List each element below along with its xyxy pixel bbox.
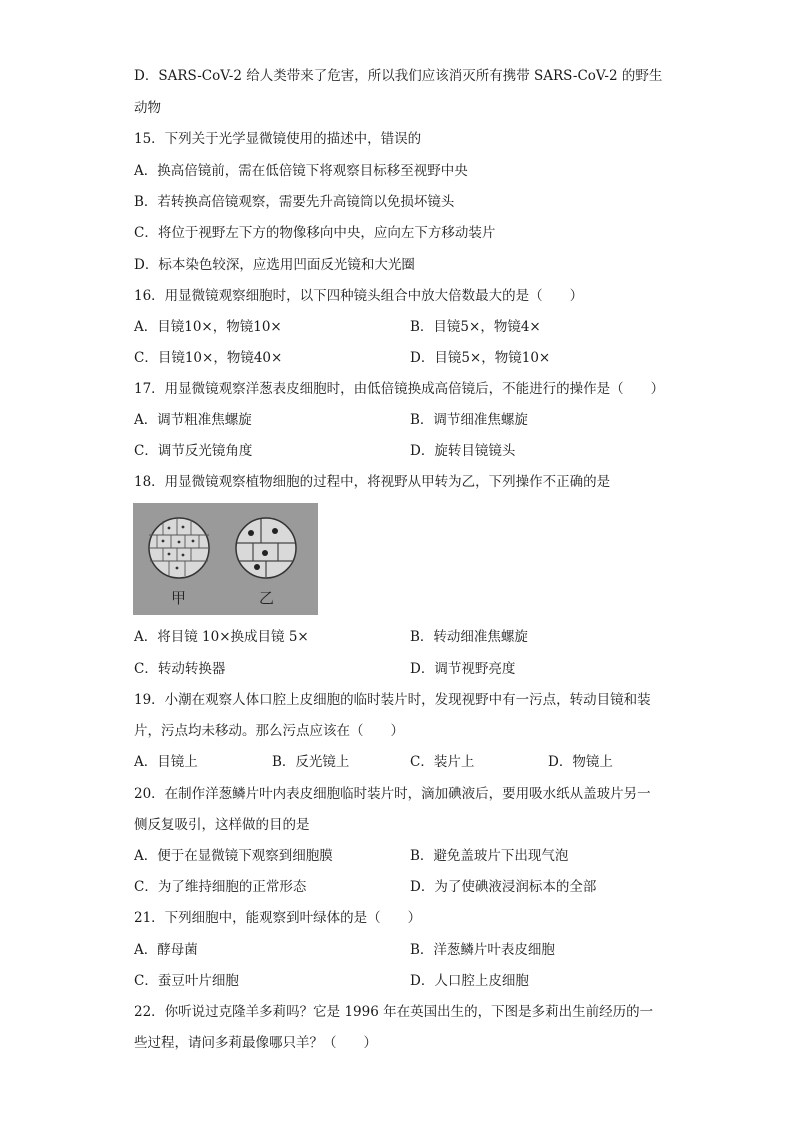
q18-option-a: A．将目镜 10×换成目镜 5× [134, 629, 309, 645]
question-20-continuation: 侧反复吸引，这样做的目的是 [134, 817, 310, 833]
question-15: 15．下列关于光学显微镜使用的描述中，错误的 [134, 131, 422, 147]
q17-option-b: B．调节细准焦螺旋 [410, 412, 528, 428]
q20-option-c: C．为了维持细胞的正常形态 [134, 879, 307, 895]
q16-option-b: B．目镜5×，物镜4× [410, 319, 541, 335]
q15-option-d: D．标本染色较深，应选用凹面反光镜和大光圈 [134, 257, 415, 273]
question-20: 20．在制作洋葱鳞片叶内表皮细胞临时装片时，滴加碘液后，要用吸水纸从盖玻片另一 [134, 786, 651, 802]
q16-option-d: D．目镜5×，物镜10× [410, 350, 551, 366]
q18-option-b: B．转动细准焦螺旋 [410, 629, 528, 645]
question-19-continuation: 片，污点均未移动。那么污点应该在（ ） [134, 723, 404, 739]
q19-option-b: B．反光镜上 [272, 754, 350, 770]
q20-option-d: D．为了使碘液浸润标本的全部 [410, 879, 597, 895]
q20-option-a: A．便于在显微镜下观察到细胞膜 [134, 848, 333, 864]
q21-option-c: C．蚕豆叶片细胞 [134, 973, 239, 989]
q15-option-a: A．换高倍镜前，需在低倍镜下将观察目标移至视野中央 [134, 163, 468, 179]
field-yi-label: 乙 [259, 589, 275, 607]
q21-option-d: D．人口腔上皮细胞 [410, 973, 529, 989]
microscope-view-figure [133, 503, 318, 615]
q18-option-c: C．转动转换器 [134, 661, 226, 677]
q20-option-b: B．避免盖玻片下出现气泡 [410, 848, 569, 864]
option-d-continuation: 动物 [134, 100, 161, 116]
q18-option-d: D．调节视野亮度 [410, 661, 516, 677]
q21-option-a: A．酵母菌 [134, 942, 198, 958]
question-16: 16．用显微镜观察细胞时，以下四种镜头组合中放大倍数最大的是（ ） [134, 288, 584, 304]
q16-option-c: C．目镜10×，物镜40× [134, 350, 283, 366]
q19-option-a: A．目镜上 [134, 754, 198, 770]
question-17: 17．用显微镜观察洋葱表皮细胞时，由低倍镜换成高倍镜后，不能进行的操作是（ ） [134, 381, 665, 397]
question-22-continuation: 些过程，请问多莉最像哪只羊？（ ） [134, 1035, 377, 1051]
option-d-line: D．SARS-CoV-2 给人类带来了危害，所以我们应该消灭所有携带 SARS-CoV-2 的野生 [134, 68, 663, 84]
q15-option-c: C．将位于视野左下方的物像移向中央，应向左下方移动装片 [134, 225, 496, 241]
q15-option-b: B．若转换高倍镜观察，需要先升高镜筒以免损坏镜头 [134, 194, 455, 210]
q17-option-c: C．调节反光镜角度 [134, 443, 253, 459]
field-jia-label: 甲 [171, 589, 187, 607]
question-19: 19．小潮在观察人体口腔上皮细胞的临时装片时，发现视野中有一污点，转动目镜和装 [134, 692, 651, 708]
q16-option-a: A．目镜10×，物镜10× [134, 319, 282, 335]
q17-option-a: A．调节粗准焦螺旋 [134, 412, 252, 428]
microscope-fields-svg [133, 503, 318, 615]
q19-option-c: C．装片上 [410, 754, 475, 770]
q21-option-b: B．洋葱鳞片叶表皮细胞 [410, 942, 555, 958]
question-21: 21．下列细胞中，能观察到叶绿体的是（ ） [134, 910, 422, 926]
q19-option-d: D．物镜上 [548, 754, 613, 770]
q17-option-d: D．旋转目镜镜头 [410, 443, 516, 459]
question-18: 18．用显微镜观察植物细胞的过程中，将视野从甲转为乙，下列操作不正确的是 [134, 474, 611, 490]
question-22: 22．你听说过克隆羊多莉吗？它是 1996 年在英国出生的，下图是多莉出生前经历的一 [134, 1004, 654, 1020]
